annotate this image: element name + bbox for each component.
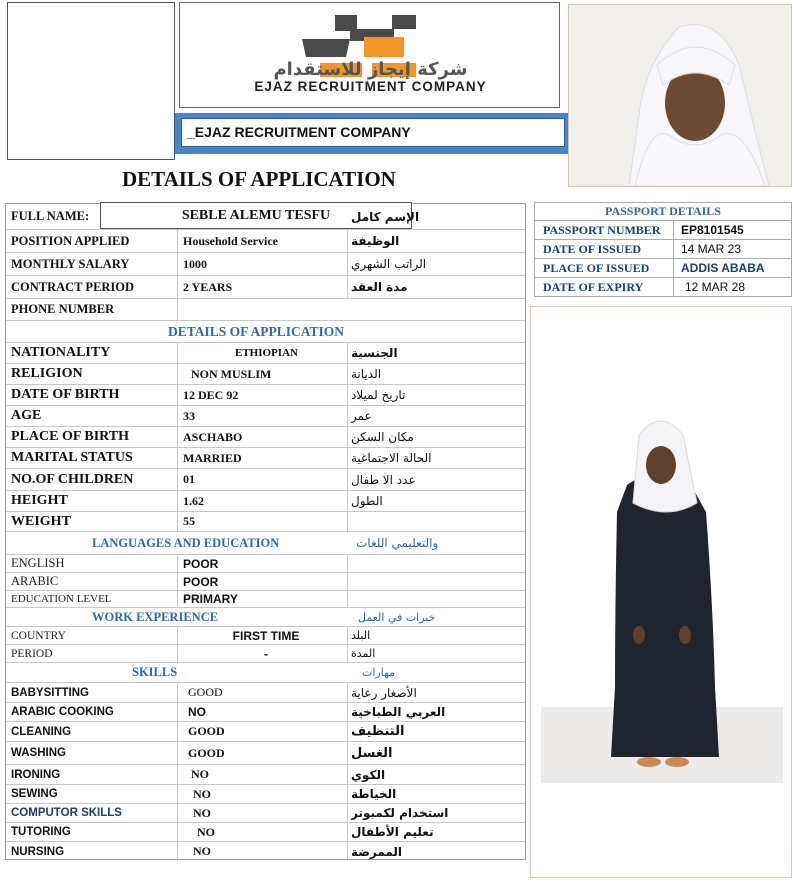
table-row (6, 765, 525, 785)
row-ar: تعليم الأطفال (351, 825, 434, 839)
row-label: MARITAL STATUS (11, 450, 133, 465)
table-row (6, 627, 525, 645)
row-label: ARABIC (11, 574, 59, 588)
section-title-ar: مهارات (362, 666, 396, 679)
row-label: DATE OF BIRTH (11, 387, 120, 402)
row-value: 01 (183, 472, 195, 486)
row-value: 1000 (183, 256, 207, 271)
row-ar: الأصغار رعاية (351, 685, 417, 700)
page-title: DETAILS OF APPLICATION (122, 167, 396, 191)
row-ar: المدة (351, 647, 376, 660)
section-title: DETAILS OF APPLICATION (168, 323, 345, 339)
row-value: NO (193, 786, 211, 801)
passport-row (534, 278, 792, 297)
row-value: ASCHABO (183, 429, 243, 444)
passport-title: PASSPORT DETAILS (534, 202, 792, 221)
row-value: 33 (183, 408, 195, 423)
row-label: NO.OF CHILDREN (11, 471, 134, 487)
passport-row (534, 240, 792, 259)
section-header-languages (6, 532, 525, 555)
passport-value: EP8101545 (681, 223, 744, 237)
company-banner (175, 113, 571, 154)
passport-label: DATE OF ISSUED (535, 240, 674, 258)
passport-value: ADDIS ABABA (681, 261, 765, 275)
row-value: GOOD (188, 724, 225, 738)
row-ar: عمر (351, 409, 372, 423)
row-value: 2 YEARS (183, 279, 233, 294)
passport-value: 12 MAR 28 (685, 280, 746, 294)
row-label: PLACE OF BIRTH (11, 429, 130, 444)
table-row (6, 742, 525, 765)
row-value: Household Service (183, 233, 278, 248)
row-label: WASHING (11, 747, 66, 759)
full-name-row (6, 204, 525, 230)
row-ar: تاريخ لميلاد (351, 388, 406, 402)
table-row (6, 645, 525, 663)
table-row (6, 804, 525, 823)
row-ar: العربي الطباخية (351, 705, 446, 719)
row-value: 55 (183, 514, 195, 528)
row-value: GOOD (188, 745, 225, 760)
row-value: - (264, 646, 268, 661)
row-label: CLEANING (11, 725, 72, 738)
section-header-details (6, 321, 525, 343)
row-label: AGE (11, 408, 42, 423)
row-label: WEIGHT (11, 513, 71, 529)
passport-label: PLACE OF ISSUED (535, 259, 674, 277)
full-name-value: SEBLE ALEMU TESFU (100, 202, 412, 229)
row-ar: الراتب الشهري (351, 257, 427, 271)
row-value: NO (191, 767, 209, 781)
row-label: COMPUTOR SKILLS (11, 807, 122, 819)
row-value: 12 DEC 92 (183, 387, 239, 402)
row-label: COUNTRY (11, 629, 66, 642)
table-row (6, 785, 525, 804)
company-logo (179, 2, 560, 108)
passport-row (534, 259, 792, 278)
table-row (6, 253, 525, 276)
row-ar: الغسل (351, 745, 393, 761)
table-row (6, 343, 525, 364)
table-row (6, 427, 525, 448)
table-row (6, 406, 525, 427)
row-value: NO (188, 705, 206, 719)
row-label: ARABIC COOKING (11, 706, 114, 718)
table-row (6, 276, 525, 299)
section-header-skills (6, 663, 525, 683)
row-label: CONTRACT PERIOD (11, 279, 135, 294)
row-ar: الحالة الاجتماغية (351, 451, 432, 465)
row-value: FIRST TIME (232, 628, 300, 643)
section-title-ar: خبرات في العمل (358, 610, 436, 624)
full-body-photo (530, 306, 792, 878)
table-row (6, 299, 525, 321)
table-row (6, 722, 525, 742)
face-photo (568, 4, 792, 187)
row-label: POSITION APPLIED (11, 233, 130, 248)
row-value: POOR (183, 556, 219, 571)
company-banner-text: _EJAZ RECRUITMENT COMPANY (181, 118, 565, 147)
row-ar: الممرضة (351, 844, 403, 859)
full-name-ar: الإسم كامل (351, 209, 420, 224)
table-row (6, 448, 525, 469)
table-row (6, 823, 525, 842)
row-value: POOR (183, 574, 219, 589)
table-row (6, 385, 525, 406)
section-title-ar: والتعليمي اللغات (356, 536, 439, 550)
row-label: PERIOD (11, 647, 53, 660)
row-value: NO (193, 844, 211, 858)
row-label: TUTORING (11, 826, 71, 838)
row-value (183, 299, 349, 320)
photo-placeholder (7, 2, 175, 160)
row-label: HEIGHT (11, 493, 68, 508)
passport-value: 14 MAR 23 (681, 242, 742, 256)
row-label: ENGLISH (11, 556, 65, 570)
row-value: NO (197, 824, 215, 839)
row-label: EDUCATION LEVEL (11, 593, 112, 605)
table-row (6, 573, 525, 591)
table-row (6, 469, 525, 491)
passport-details (534, 202, 792, 298)
row-ar (351, 512, 521, 531)
application-form (5, 203, 526, 860)
logo-arabic-text: شركة إيجاز للاستقدام (273, 59, 468, 80)
row-ar: عدد الا طفال (351, 472, 416, 487)
row-ar: الخياطة (351, 787, 397, 801)
row-ar: الطول (351, 494, 383, 508)
row-label: NATIONALITY (11, 345, 111, 360)
row-label: NURSING (11, 845, 65, 858)
row-label: IRONING (11, 768, 61, 781)
row-ar: التنظيف (351, 724, 405, 739)
table-row (6, 591, 525, 608)
row-value: GOOD (188, 685, 223, 699)
row-ar: الوظيفة (351, 234, 400, 248)
table-row (6, 703, 525, 722)
table-row (6, 842, 525, 861)
table-row (6, 512, 525, 532)
row-ar: استخدام لكمبوتر (351, 806, 449, 820)
row-label: MONTHLY SALARY (11, 256, 130, 271)
row-value: NON MUSLIM (191, 366, 272, 381)
row-ar: الديانة (351, 367, 382, 381)
passport-label: DATE OF EXPIRY (535, 278, 674, 296)
table-row (6, 555, 525, 573)
row-ar: مدة العقد (351, 280, 408, 294)
row-label: PHONE NUMBER (11, 302, 115, 316)
section-title: LANGUAGES AND EDUCATION (92, 535, 280, 550)
row-ar: مكان السكن (351, 430, 414, 444)
row-value: ETHIOPIAN (235, 347, 298, 359)
row-ar: البلد (351, 629, 371, 642)
section-title: SKILLS (132, 665, 178, 679)
logo-english-text: EJAZ RECRUITMENT COMPANY (254, 79, 487, 94)
row-ar: الجنسية (351, 346, 398, 360)
row-value: NO (193, 805, 211, 820)
row-value: MARRIED (183, 450, 242, 465)
row-label: SEWING (11, 788, 58, 800)
row-label: RELIGION (11, 366, 83, 381)
row-value: PRIMARY (183, 592, 238, 606)
row-ar: الكوي (351, 767, 386, 782)
section-title: WORK EXPERIENCE (92, 609, 219, 624)
full-name-label: FULL NAME: (11, 209, 90, 223)
passport-row (534, 221, 792, 240)
table-row (6, 683, 525, 703)
table-row (6, 491, 525, 512)
row-value: 1.62 (183, 493, 204, 508)
passport-label: PASSPORT NUMBER (535, 221, 674, 239)
table-row (6, 230, 525, 253)
section-header-experience (6, 608, 525, 627)
table-row (6, 364, 525, 385)
row-label: BABYSITTING (11, 686, 89, 699)
